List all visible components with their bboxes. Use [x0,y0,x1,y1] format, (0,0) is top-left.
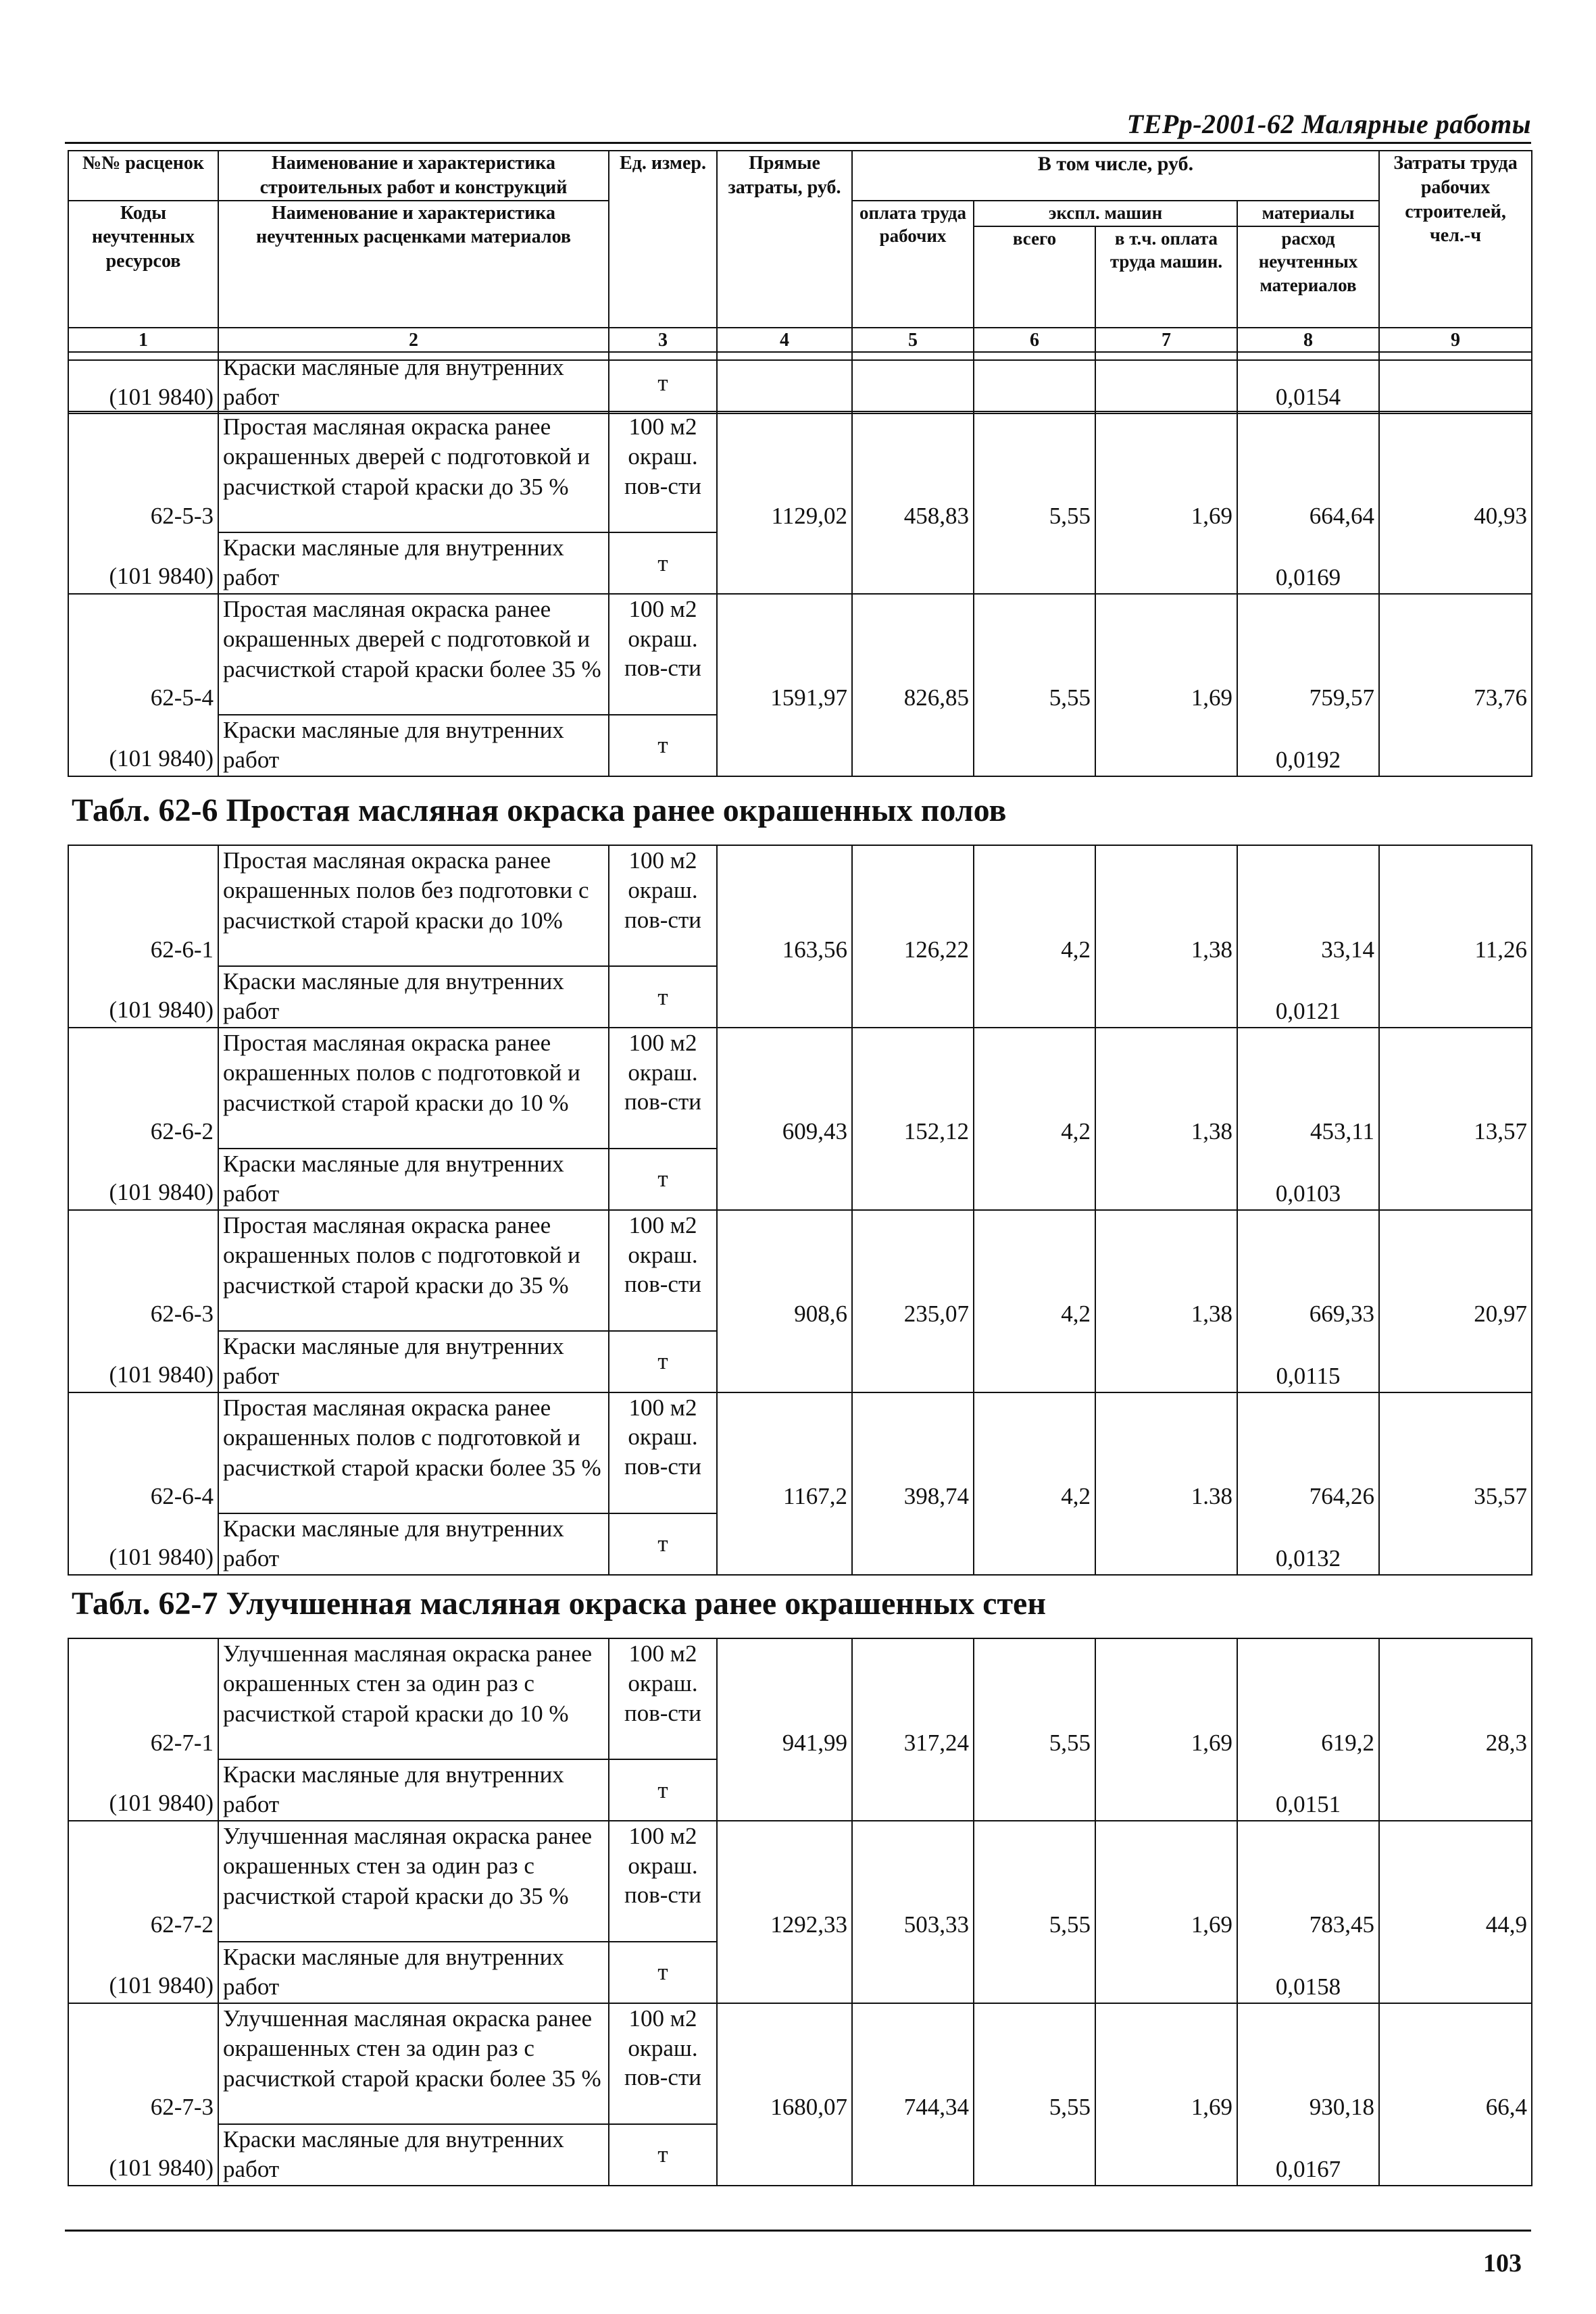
resource-row [68,1331,1532,1392]
machine-costs: 5,55 [974,411,1095,532]
rate-row [68,1821,1532,1942]
empty-cell [1379,1759,1532,1821]
section-title-62-7: Табл. 62-7 Улучшенная масляная окраска ранее окрашенных стен [72,1586,1047,1621]
material-costs: 759,57 [1237,594,1379,715]
header-unit: Ед. измер. [609,151,717,328]
resource-amount: 0,0103 [1237,1149,1379,1210]
wage-costs: 235,07 [852,1210,974,1331]
work-name: Улучшенная масляная окраска ранее окрашенных стен за один раз с расчисткой старой краски более 35 % [218,2003,609,2124]
unit-of-measure: 100 м2 окраш. пов-сти [609,1638,717,1759]
machine-wage-costs: 1,38 [1095,1028,1237,1149]
resource-unit: т [609,532,717,594]
unit-of-measure: 100 м2 окраш. пов-сти [609,1028,717,1149]
wage-costs: 826,85 [852,594,974,715]
rate-row [68,1392,1532,1513]
empty-cell [717,1513,852,1575]
empty-cell [852,1513,974,1575]
machine-costs: 5,55 [974,1821,1095,1942]
empty-cell [717,966,852,1028]
resource-name: Краски масляные для внутренних работ [218,1513,609,1575]
col-number-8: 8 [1237,328,1379,360]
machine-wage-costs: 1,69 [1095,2003,1237,2124]
work-name: Улучшенная масляная окраска ранее окрашенных стен за один раз с расчисткой старой краски до 10 % [218,1638,609,1759]
rates-table-62-5 [68,150,1532,361]
resource-name: Краски масляные для внутренних работ [218,532,609,594]
empty-cell [852,2124,974,2186]
unit-of-measure: 100 м2 окраш. пов-сти [609,594,717,715]
direct-costs: 1680,07 [717,2003,852,2124]
header-materials-name: Наименование и характеристика неучтенных расценками материалов [218,201,609,328]
direct-costs: 1129,02 [717,411,852,532]
direct-costs: 163,56 [717,845,852,966]
material-costs: 764,26 [1237,1392,1379,1513]
resource-row [68,1942,1532,2003]
rate-code: 62-7-1 [68,1638,218,1759]
wage-costs: 317,24 [852,1638,974,1759]
empty-cell [717,715,852,776]
material-costs: 930,18 [1237,2003,1379,2124]
empty-cell [974,1149,1095,1210]
work-name: Улучшенная масляная окраска ранее окрашенных стен за один раз с расчисткой старой краски до 35 % [218,1821,609,1942]
work-name: Простая масляная окраска ранее окрашенных дверей с подготовкой и расчисткой старой краски более 35 % [218,594,609,715]
unit-of-measure: 100 м2 окраш. пов-сти [609,1210,717,1331]
work-name: Простая масляная окраска ранее окрашенных полов без подготовки с расчисткой старой краски до 10% [218,845,609,966]
rate-code: 62-6-1 [68,845,218,966]
header-machine-wage: в т.ч. оплата труда машин. [1095,226,1237,328]
wage-costs: 126,22 [852,845,974,966]
rate-row [68,1638,1532,1759]
empty-cell [852,1759,974,1821]
page-number: 103 [1483,2249,1522,2278]
labor-costs: 20,97 [1379,1210,1532,1331]
resource-unit: т [609,1759,717,1821]
rate-row [68,2003,1532,2124]
col-number-9: 9 [1379,328,1532,360]
header-materials-consumption: расход неучтенных материалов [1237,226,1379,328]
direct-costs: 1292,33 [717,1821,852,1942]
empty-cell [717,532,852,594]
direct-costs: 908,6 [717,1210,852,1331]
header-rate-number: №№ расценок [68,151,218,201]
resource-unit: т [609,966,717,1028]
direct-costs: 1167,2 [717,1392,852,1513]
resource-unit: т [609,1942,717,2003]
empty-cell [1095,1513,1237,1575]
resource-unit: т [609,2124,717,2186]
empty-cell [1379,1149,1532,1210]
empty-cell [717,1331,852,1392]
empty-cell [852,1331,974,1392]
empty-cell [1379,1942,1532,2003]
rate-row [68,594,1532,715]
resource-name: Краски масляные для внутренних работ [218,1759,609,1821]
resource-name: Краски масляные для внутренних работ [218,1942,609,2003]
resource-code: (101 9840) [68,2124,218,2186]
col-number-2: 2 [218,328,609,360]
labor-costs: 40,93 [1379,411,1532,532]
empty-cell [1095,1759,1237,1821]
resource-code: (101 9840) [68,1942,218,2003]
resource-amount: 0,0115 [1237,1331,1379,1392]
resource-code: (101 9840) [68,1759,218,1821]
labor-costs: 35,57 [1379,1392,1532,1513]
resource-amount: 0,0132 [1237,1513,1379,1575]
empty-cell [717,1759,852,1821]
resource-row [68,2124,1532,2186]
resource-name: Краски масляные для внутренних работ [218,2124,609,2186]
machine-costs: 4,2 [974,845,1095,966]
empty-cell [1379,1331,1532,1392]
empty-cell [852,715,974,776]
resource-name: Краски масляные для внутренних работ [218,715,609,776]
resource-amount: 0,0154 [1237,352,1379,413]
col-number-6: 6 [974,328,1095,360]
empty-cell [974,1759,1095,1821]
material-costs: 33,14 [1237,845,1379,966]
empty-cell [974,966,1095,1028]
work-name: Простая масляная окраска ранее окрашенных полов с подготовкой и расчисткой старой краски до 10 % [218,1028,609,1149]
machine-wage-costs: 1,38 [1095,845,1237,966]
empty-cell [1095,1149,1237,1210]
header-work-name: Наименование и характеристика строительных работ и конструкций [218,151,609,201]
wage-costs: 398,74 [852,1392,974,1513]
empty-cell [974,2124,1095,2186]
col-number-3: 3 [609,328,717,360]
rate-code: 62-5-3 [68,411,218,532]
resource-name: Краски масляные для внутренних работ [218,1149,609,1210]
machine-wage-costs: 1,69 [1095,1638,1237,1759]
empty-cell [717,1942,852,2003]
header-machines-total: всего [974,226,1095,328]
empty-cell [852,1149,974,1210]
empty-cell [1379,1513,1532,1575]
resource-unit: т [609,715,717,776]
material-costs: 669,33 [1237,1210,1379,1331]
resource-code: (101 9840) [68,715,218,776]
machine-wage-costs: 1,69 [1095,411,1237,532]
empty-cell [717,1149,852,1210]
resource-code: (101 9840) [68,352,218,413]
wage-costs: 458,83 [852,411,974,532]
wage-costs: 744,34 [852,2003,974,2124]
labor-costs: 13,57 [1379,1028,1532,1149]
machine-wage-costs: 1,69 [1095,1821,1237,1942]
resource-code: (101 9840) [68,532,218,594]
rate-row [68,1210,1532,1331]
resource-amount: 0,0151 [1237,1759,1379,1821]
empty-cell [1095,532,1237,594]
header-direct-costs: Прямые затраты, руб. [717,151,852,328]
col-number-7: 7 [1095,328,1237,360]
empty-cell [852,966,974,1028]
rate-code: 62-7-3 [68,2003,218,2124]
machine-costs: 5,55 [974,2003,1095,2124]
header-machines: экспл. машин [974,201,1237,226]
empty-cell [1379,2124,1532,2186]
section-title-62-6: Табл. 62-6 Простая масляная окраска ранее окрашенных полов [72,793,1007,828]
material-costs: 664,64 [1237,411,1379,532]
direct-costs: 941,99 [717,1638,852,1759]
empty-cell [852,532,974,594]
rates-table-62-5-rows [68,411,1532,777]
machine-costs: 4,2 [974,1210,1095,1331]
work-name: Простая масляная окраска ранее окрашенных полов с подготовкой и расчисткой старой краски до 35 % [218,1210,609,1331]
resource-row [68,715,1532,776]
header-rule [65,142,1531,144]
work-name: Простая масляная окраска ранее окрашенных полов с подготовкой и расчисткой старой краски более 35 % [218,1392,609,1513]
resource-code: (101 9840) [68,1149,218,1210]
col-number-1: 1 [68,328,218,360]
empty-cell [1379,532,1532,594]
empty-cell [974,1942,1095,2003]
resource-code: (101 9840) [68,1513,218,1575]
resource-row [68,1149,1532,1210]
rate-code: 62-6-2 [68,1028,218,1149]
running-head: ТЕРр-2001-62 Малярные работы [1126,109,1531,139]
direct-costs: 609,43 [717,1028,852,1149]
col-number-4: 4 [717,328,852,360]
header-materials: материалы [1237,201,1379,226]
empty-cell [974,532,1095,594]
resource-unit: т [609,1513,717,1575]
empty-cell [1095,966,1237,1028]
resource-amount: 0,0158 [1237,1942,1379,2003]
col-number-5: 5 [852,328,974,360]
rates-table-62-6 [68,845,1532,1576]
table-row [68,352,1532,413]
machine-wage-costs: 1.38 [1095,1392,1237,1513]
rates-table-62-7 [68,1638,1532,2186]
resource-amount: 0,0121 [1237,966,1379,1028]
resource-amount: 0,0167 [1237,2124,1379,2186]
material-costs: 783,45 [1237,1821,1379,1942]
rate-row [68,845,1532,966]
resource-unit: т [609,1149,717,1210]
header-group-incl: В том числе, руб. [852,151,1379,201]
machine-wage-costs: 1,38 [1095,1210,1237,1331]
unit-of-measure: 100 м2 окраш. пов-сти [609,1392,717,1513]
wage-costs: 503,33 [852,1821,974,1942]
rate-code: 62-7-2 [68,1821,218,1942]
wage-costs: 152,12 [852,1028,974,1149]
labor-costs: 73,76 [1379,594,1532,715]
unit-of-measure: 100 м2 окраш. пов-сти [609,845,717,966]
empty-cell [1095,1331,1237,1392]
empty-cell [1379,966,1532,1028]
header-wage: оплата труда рабочих [852,201,974,328]
labor-costs: 44,9 [1379,1821,1532,1942]
resource-name: Краски масляные для внутренних работ [218,966,609,1028]
labor-costs: 11,26 [1379,845,1532,966]
unit-of-measure: 100 м2 окраш. пов-сти [609,2003,717,2124]
machine-costs: 4,2 [974,1028,1095,1149]
labor-costs: 66,4 [1379,2003,1532,2124]
resource-row [68,966,1532,1028]
rate-row [68,1028,1532,1149]
rate-code: 62-6-4 [68,1392,218,1513]
rate-row [68,411,1532,532]
resource-amount: 0,0192 [1237,715,1379,776]
empty-cell [1379,715,1532,776]
rates-table-62-5-body [68,351,1532,414]
material-costs: 453,11 [1237,1028,1379,1149]
resource-amount: 0,0169 [1237,532,1379,594]
empty-cell [974,1513,1095,1575]
footer-rule [65,2230,1531,2232]
resource-code: (101 9840) [68,966,218,1028]
empty-cell [852,1942,974,2003]
unit-of-measure: 100 м2 окраш. пов-сти [609,411,717,532]
rate-code: 62-5-4 [68,594,218,715]
machine-costs: 5,55 [974,594,1095,715]
resource-code: (101 9840) [68,1331,218,1392]
empty-cell [1095,715,1237,776]
resource-unit: т [609,1331,717,1392]
resource-name: Краски масляные для внутренних работ [218,1331,609,1392]
empty-cell [974,1331,1095,1392]
machine-wage-costs: 1,69 [1095,594,1237,715]
work-name: Простая масляная окраска ранее окрашенных дверей с подготовкой и расчисткой старой краски до 35 % [218,411,609,532]
header-labor-costs: Затраты труда рабочих строителей, чел.-ч [1379,151,1532,328]
material-costs: 619,2 [1237,1638,1379,1759]
empty-cell [717,2124,852,2186]
header-resource-codes: Коды неучтенных ресурсов [68,201,218,328]
machine-costs: 4,2 [974,1392,1095,1513]
resource-row [68,1759,1532,1821]
machine-costs: 5,55 [974,1638,1095,1759]
unit-of-measure: 100 м2 окраш. пов-сти [609,1821,717,1942]
resource-name: Краски масляные для внутренних работ [218,352,609,413]
resource-unit: т [609,352,717,413]
rate-code: 62-6-3 [68,1210,218,1331]
labor-costs: 28,3 [1379,1638,1532,1759]
empty-cell [974,715,1095,776]
resource-row [68,1513,1532,1575]
resource-row [68,532,1532,594]
empty-cell [1095,1942,1237,2003]
direct-costs: 1591,97 [717,594,852,715]
empty-cell [1095,2124,1237,2186]
